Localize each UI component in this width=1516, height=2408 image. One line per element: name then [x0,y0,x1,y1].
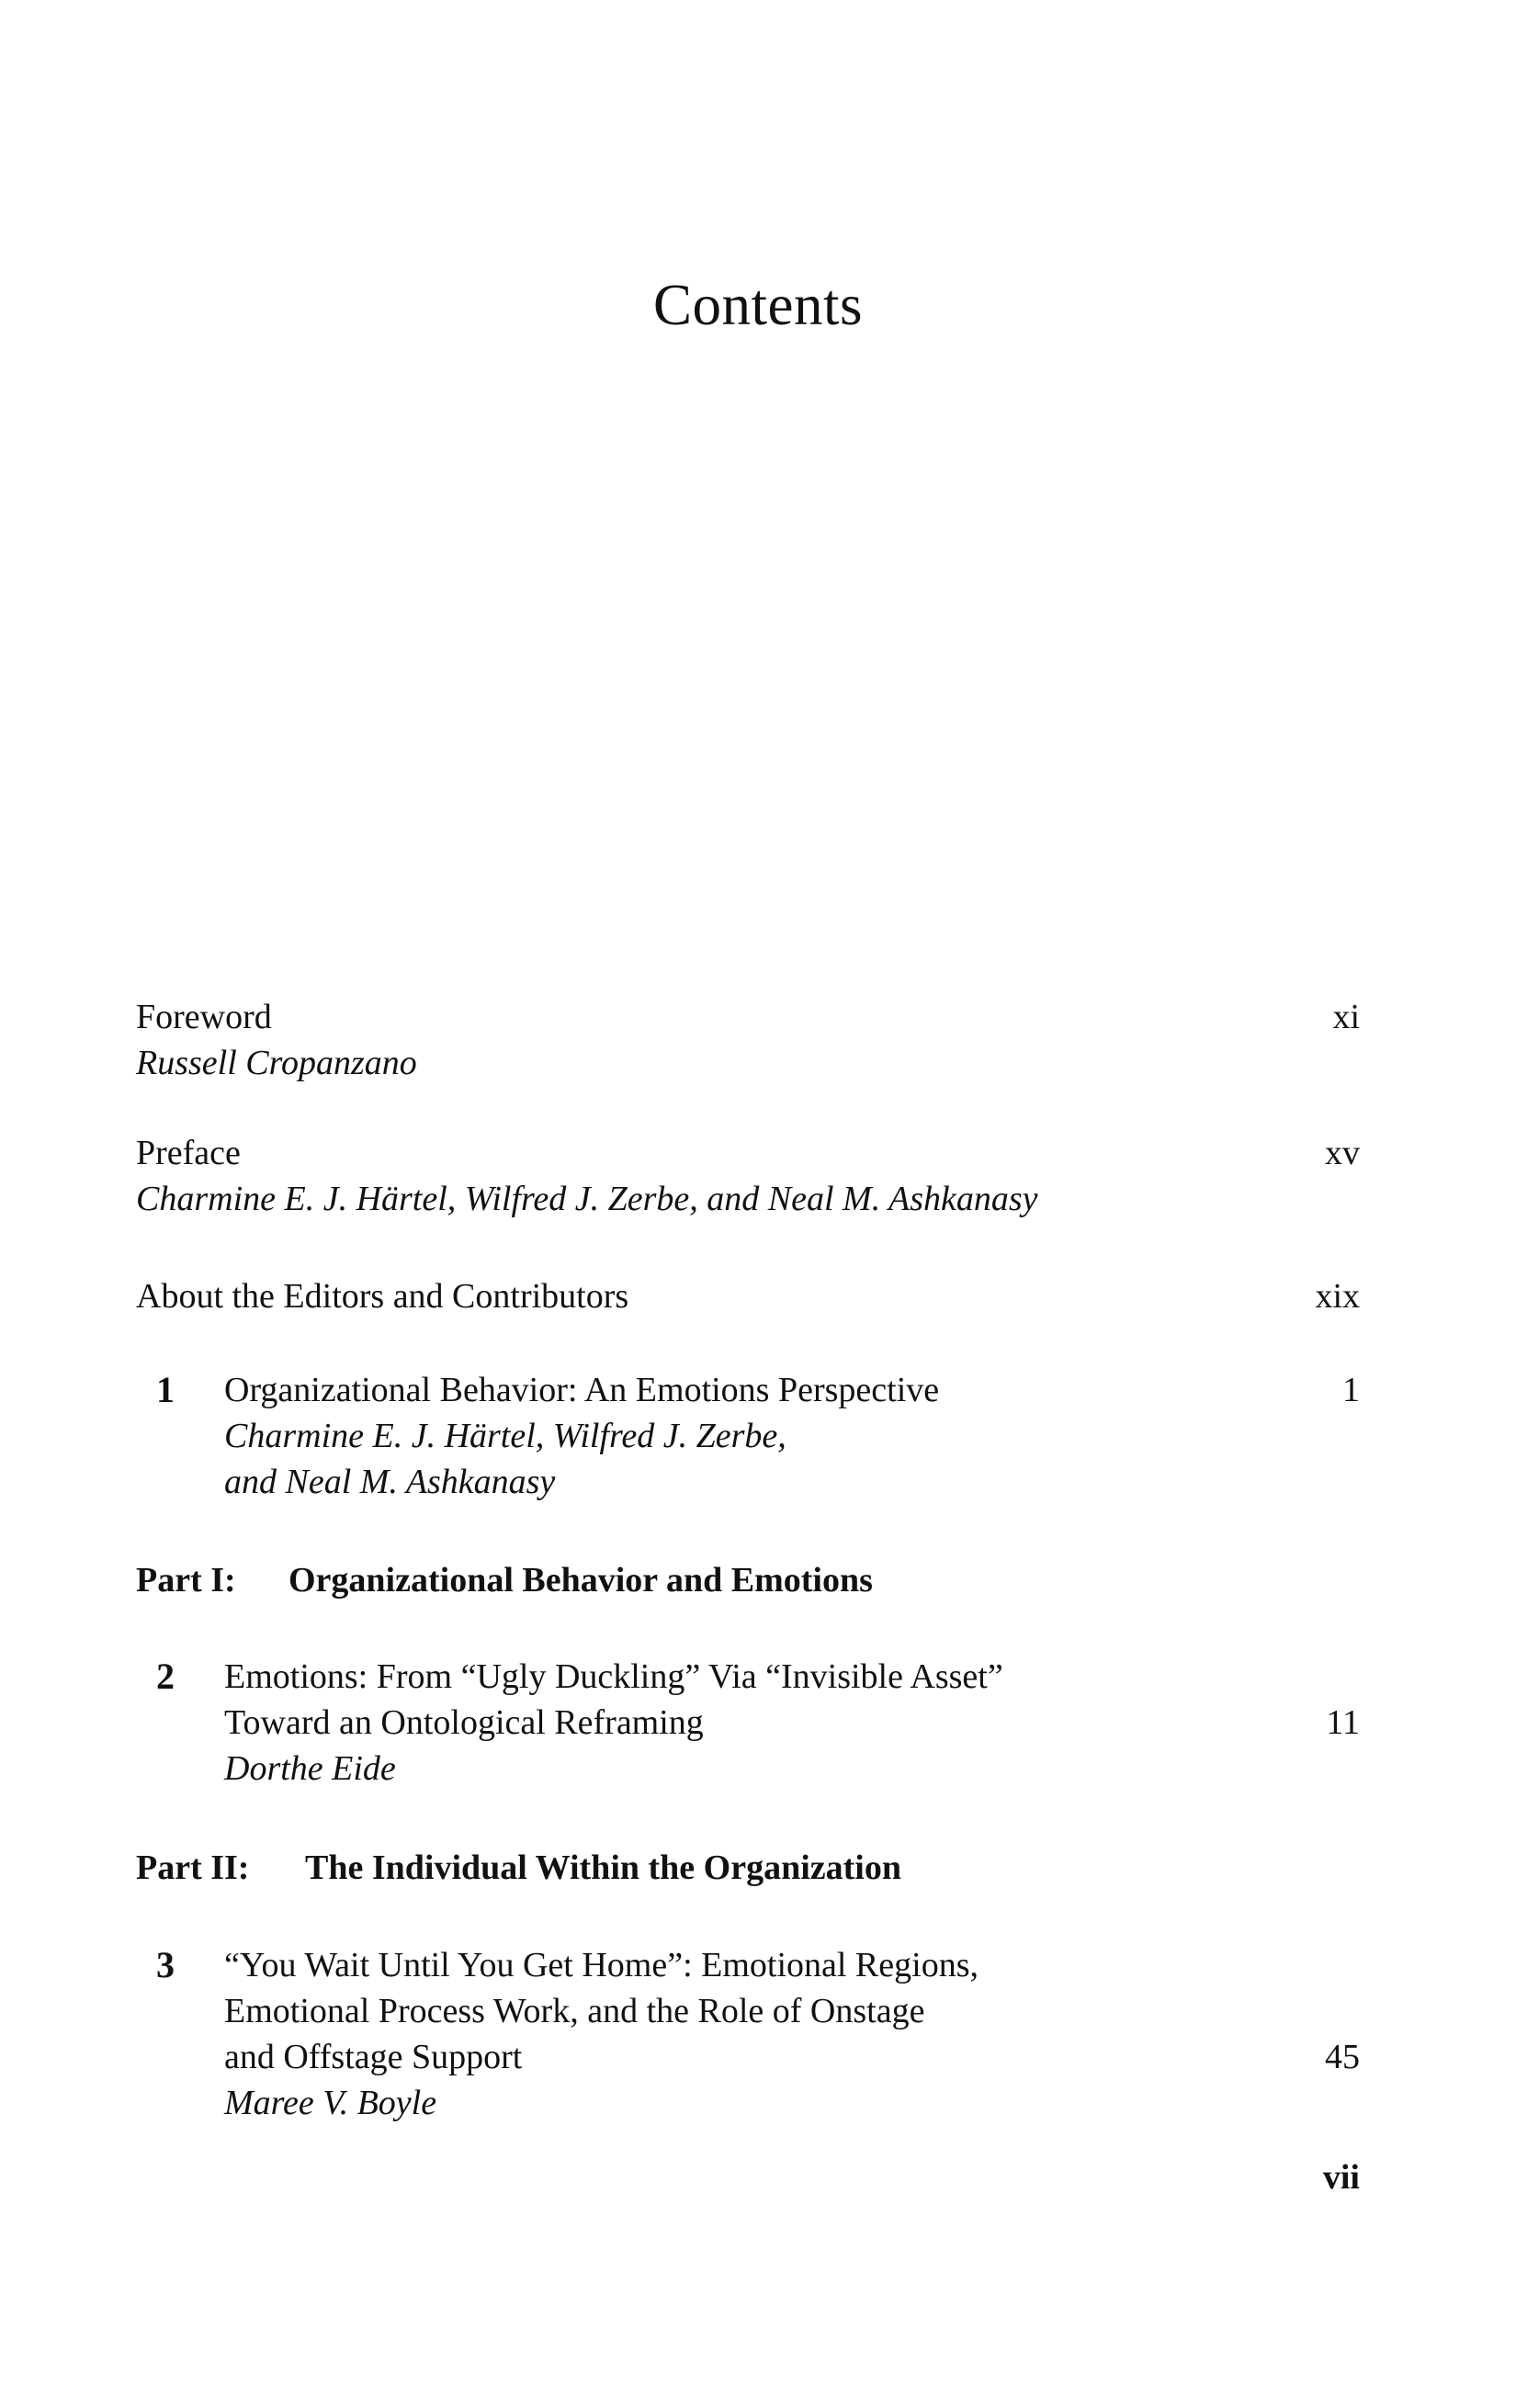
chapter-title-line: and Offstage Support [224,2038,523,2076]
chapter-title-line: Emotions: From “Ugly Duckling” Via “Invisible Asset” [224,1657,1003,1696]
chapter-author-line: Dorthe Eide [224,1749,396,1788]
chapter-title-line: Organizational Behavior: An Emotions Perspective [224,1371,940,1409]
page-title: Contents [652,273,863,337]
part-heading-2[interactable] [136,1845,1360,1891]
page-number: 45 [1325,2038,1360,2076]
entry-author: Charmine E. J. Härtel, Wilfred J. Zerbe, and Neal M. Ashkanasy [136,1180,1038,1218]
chapter-title-line: “You Wait Until You Get Home”: Emotional Regions, [224,1946,979,1984]
chapter-number: 1 [156,1369,175,1410]
toc-entry-chapter-3[interactable] [136,1942,1360,2126]
chapter-author-line: Charmine E. J. Härtel, Wilfred J. Zerbe, [224,1417,786,1455]
toc-entry-foreword[interactable] [136,994,1360,1086]
page-number: 11 [1326,1703,1360,1742]
page-number: 1 [1342,1371,1360,1409]
part-label: Part I: [136,1561,236,1600]
toc-entry-preface[interactable] [136,1130,1360,1222]
entry-title: Preface [136,1134,241,1172]
chapter-title-line: Emotional Process Work, and the Role of Onstage [224,1992,925,2030]
chapter-author-line: Maree V. Boyle [224,2084,437,2122]
part-title: The Individual Within the Organization [305,1848,901,1887]
toc-entry-chapter-2[interactable] [136,1654,1360,1792]
toc-entry-chapter-1[interactable] [136,1367,1360,1505]
page-number: xv [1325,1134,1360,1172]
entry-title: Foreword [136,998,272,1036]
chapter-author-line: and Neal M. Ashkanasy [224,1463,556,1501]
part-heading-1[interactable] [136,1557,1360,1603]
chapter-number: 2 [156,1656,175,1697]
part-title: Organizational Behavior and Emotions [288,1561,873,1600]
folio-page-number: vii [1322,2158,1360,2197]
entry-title: About the Editors and Contributors [136,1277,629,1316]
page-number: xi [1332,998,1360,1036]
entry-author: Russell Cropanzano [136,1044,417,1082]
page-number: xix [1315,1277,1360,1316]
chapter-number: 3 [156,1944,175,1985]
toc-entry-about-editors[interactable] [136,1273,1360,1319]
chapter-title-line: Toward an Ontological Reframing [224,1703,704,1742]
part-label: Part II: [136,1848,250,1887]
